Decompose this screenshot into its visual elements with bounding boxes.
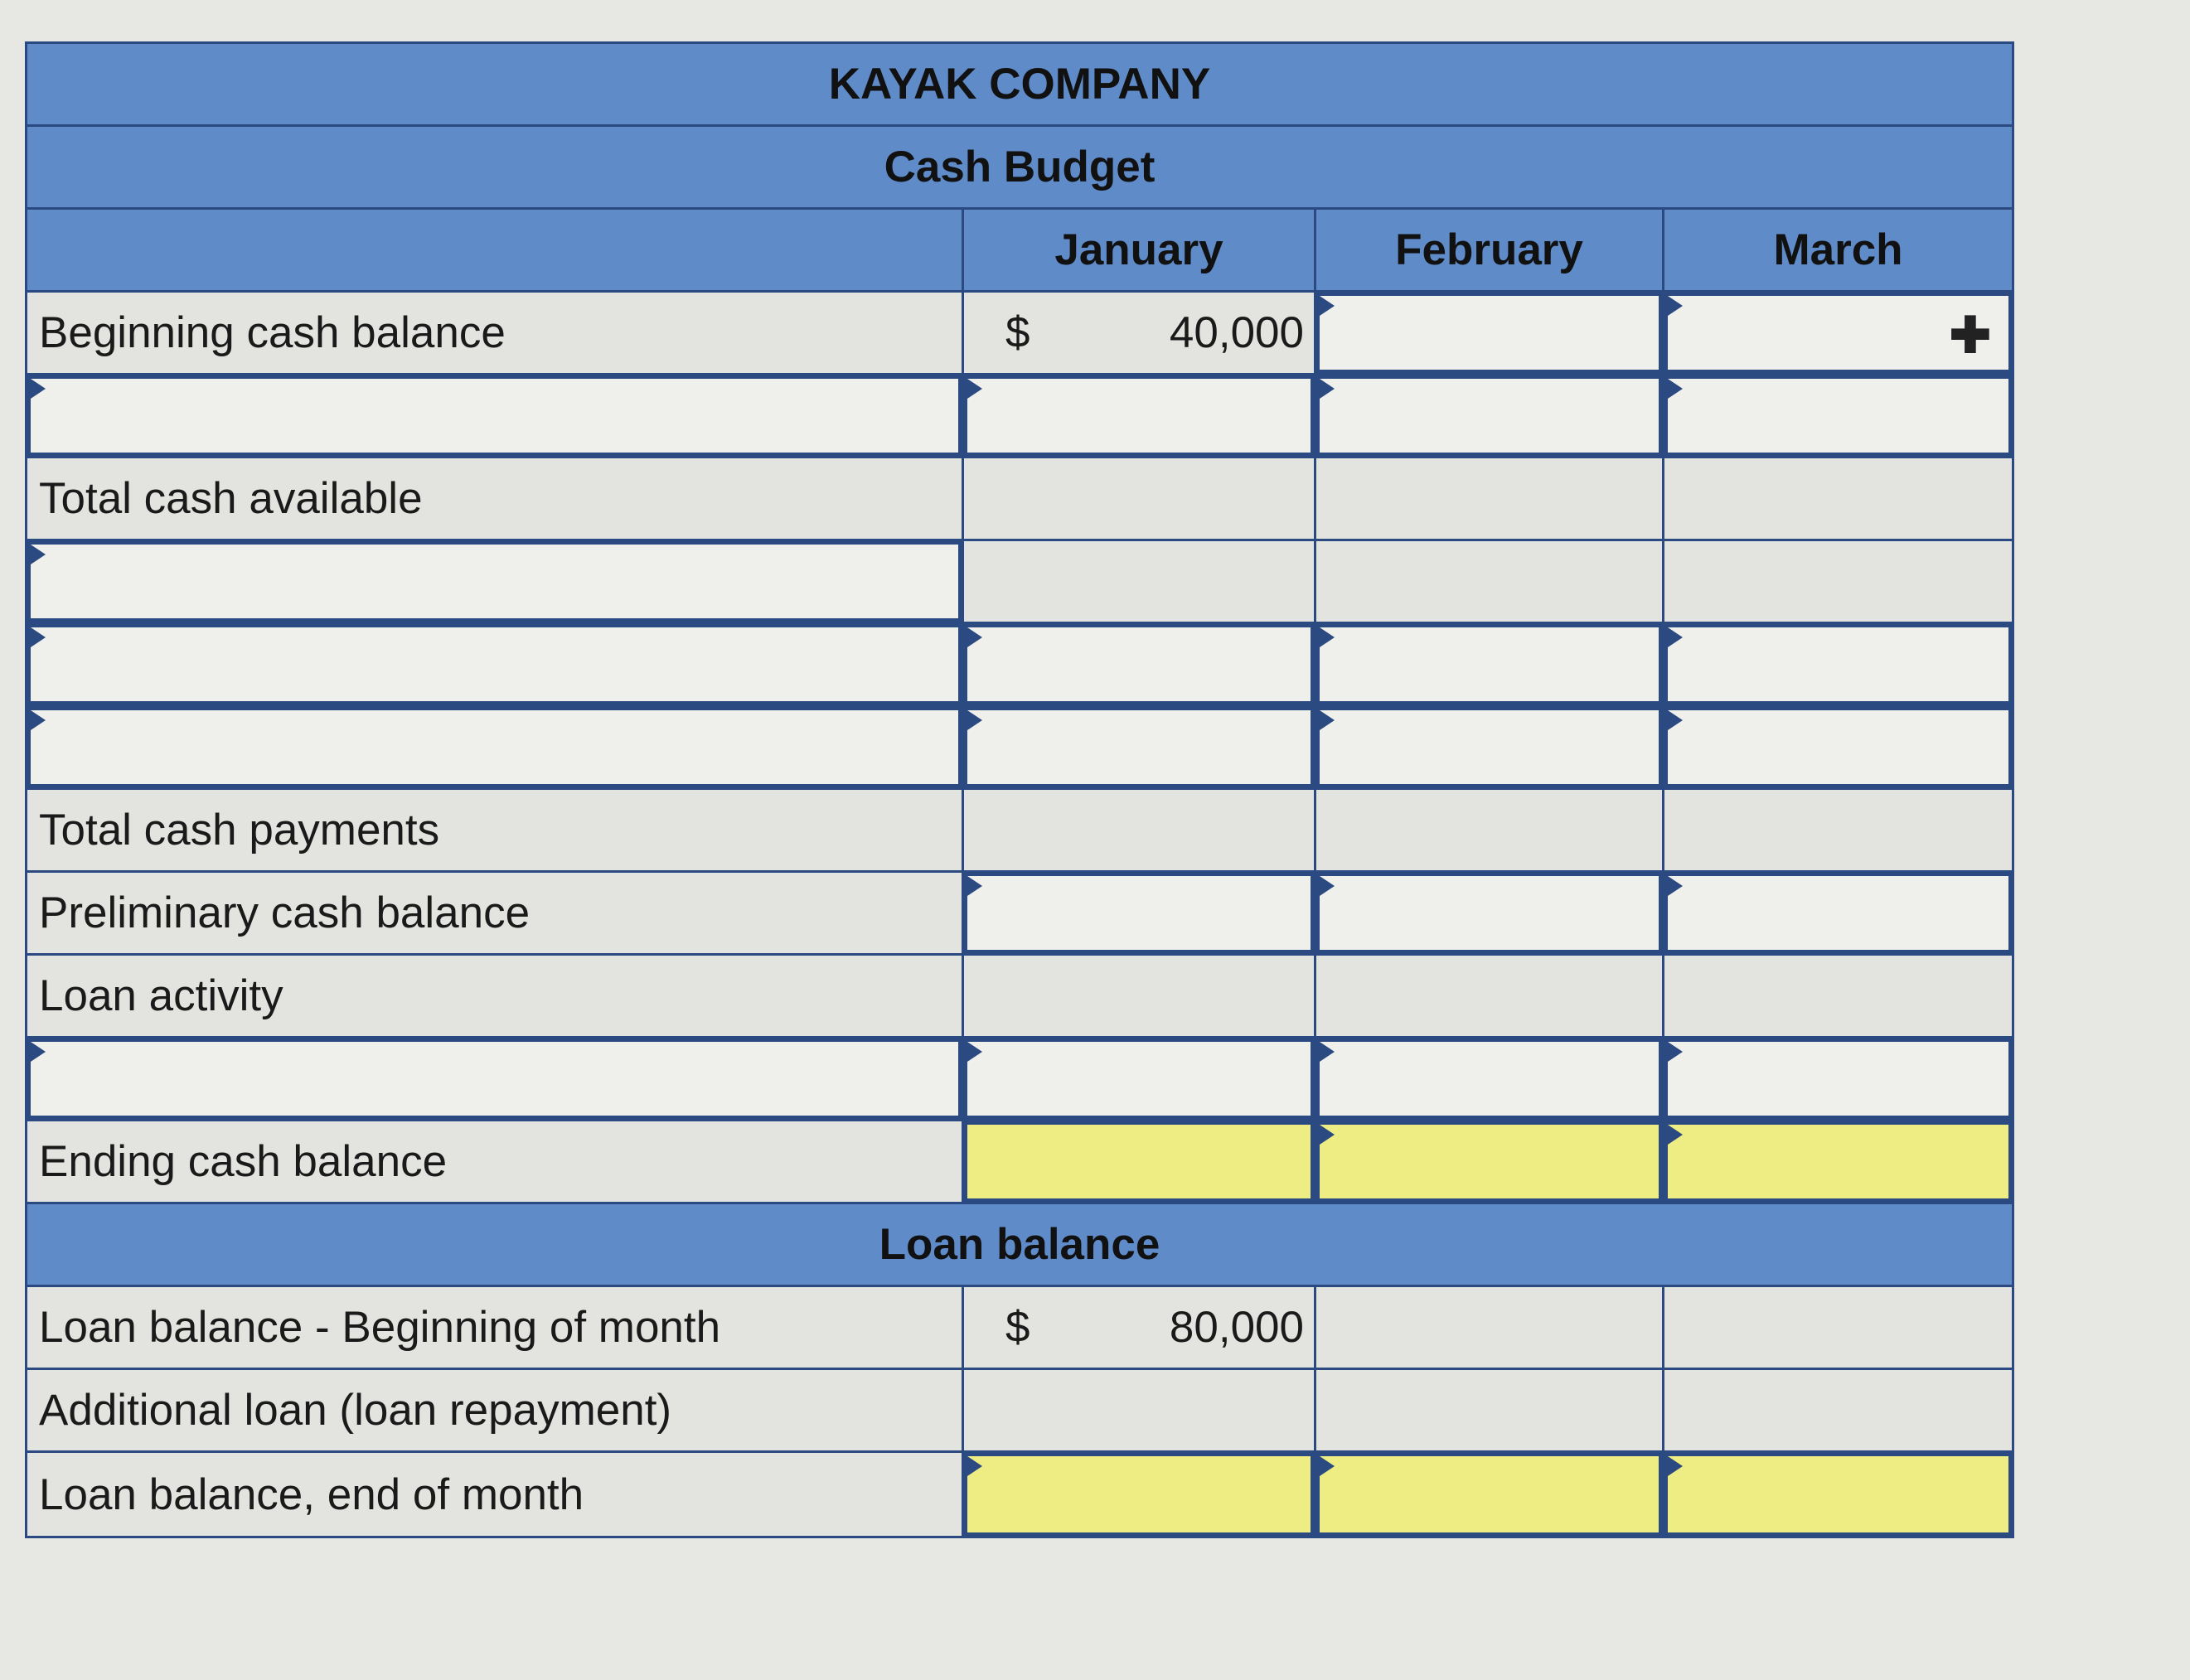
cash-budget-table bbox=[25, 41, 2014, 1538]
input-flag-icon bbox=[1320, 379, 1335, 399]
input-flag-icon bbox=[31, 1042, 46, 1062]
feb-loan-end-input[interactable] bbox=[1316, 1453, 1664, 1536]
jan-blank bbox=[964, 541, 1316, 622]
mar-loan-activity bbox=[1664, 956, 2012, 1036]
budget-title: Cash Budget bbox=[27, 127, 2012, 210]
mar-payment-2-input[interactable] bbox=[1664, 707, 2012, 787]
mar-total-cash-payments bbox=[1664, 790, 2012, 870]
row-beginning-cash bbox=[27, 293, 2012, 375]
row-loan-begin bbox=[27, 1287, 2012, 1370]
input-flag-icon bbox=[1668, 1125, 1683, 1145]
feb-loan-activity-input[interactable] bbox=[1316, 1039, 1664, 1119]
mar-loan-activity-input[interactable] bbox=[1664, 1039, 2012, 1119]
input-flag-icon bbox=[1668, 876, 1683, 896]
row-total-cash-payments bbox=[27, 790, 2012, 873]
mar-total-cash-available bbox=[1664, 458, 2012, 539]
input-flag-icon bbox=[31, 710, 46, 730]
input-flag-icon bbox=[1320, 1125, 1335, 1145]
row-ending-cash bbox=[27, 1121, 2012, 1204]
row-preliminary-cash bbox=[27, 873, 2012, 956]
currency-symbol: $ bbox=[1005, 1303, 1030, 1352]
mar-additional-loan bbox=[1664, 1370, 2012, 1450]
input-flag-icon bbox=[967, 1042, 982, 1062]
jan-loan-begin bbox=[964, 1287, 1316, 1368]
row-additional-loan bbox=[27, 1370, 2012, 1453]
input-flag-icon bbox=[1668, 379, 1683, 399]
row-loan-activity bbox=[27, 956, 2012, 1039]
payment-1-label-input[interactable] bbox=[27, 624, 964, 704]
feb-payment-1-input[interactable] bbox=[1316, 624, 1664, 704]
row-label: Loan activity bbox=[27, 956, 964, 1036]
row-label: Beginning cash balance bbox=[27, 293, 964, 373]
input-flag-icon bbox=[967, 379, 982, 399]
label-header bbox=[27, 210, 964, 290]
mar-receipts-input[interactable] bbox=[1664, 375, 2012, 456]
input-flag-icon bbox=[31, 545, 46, 564]
jan-payment-1-input[interactable] bbox=[964, 624, 1316, 704]
payments-label-input[interactable] bbox=[27, 541, 964, 622]
row-label: Ending cash balance bbox=[27, 1121, 964, 1202]
jan-receipts-input[interactable] bbox=[964, 375, 1316, 456]
input-flag-icon bbox=[967, 710, 982, 730]
row-payment-1 bbox=[27, 624, 2012, 707]
input-flag-icon bbox=[1320, 627, 1335, 647]
company-title: KAYAK COMPANY bbox=[27, 44, 2012, 127]
input-flag-icon bbox=[31, 627, 46, 647]
mar-loan-end-input[interactable] bbox=[1664, 1453, 2012, 1536]
feb-beginning-cash-input[interactable] bbox=[1316, 293, 1664, 373]
row-loan-end bbox=[27, 1453, 2012, 1536]
jan-preliminary-cash-input[interactable] bbox=[964, 873, 1316, 953]
input-flag-icon bbox=[1668, 1456, 1683, 1476]
row-total-cash-available bbox=[27, 458, 2012, 541]
input-flag-icon bbox=[967, 1456, 982, 1476]
row-label: Loan balance - Beginning of month bbox=[27, 1287, 964, 1368]
feb-receipts-input[interactable] bbox=[1316, 375, 1664, 456]
jan-beginning-cash bbox=[964, 293, 1316, 373]
jan-loan-activity-input[interactable] bbox=[964, 1039, 1316, 1119]
loan-activity-label-input[interactable] bbox=[27, 1039, 964, 1119]
amount: 40,000 bbox=[1169, 308, 1304, 357]
row-receipts bbox=[27, 375, 2012, 458]
row-label: Additional loan (loan repayment) bbox=[27, 1370, 964, 1450]
month-march: March bbox=[1773, 225, 1903, 274]
feb-ending-cash-input[interactable] bbox=[1316, 1121, 1664, 1202]
feb-additional-loan bbox=[1316, 1370, 1664, 1450]
jan-loan-end-input[interactable] bbox=[964, 1453, 1316, 1536]
feb-blank bbox=[1316, 541, 1664, 622]
row-label: Total cash payments bbox=[27, 790, 964, 870]
jan-total-cash-payments bbox=[964, 790, 1316, 870]
plus-cursor-icon: ✚ bbox=[1949, 307, 1991, 363]
input-flag-icon bbox=[1668, 1042, 1683, 1062]
row-payments-label bbox=[27, 541, 2012, 624]
input-flag-icon bbox=[967, 627, 982, 647]
feb-preliminary-cash-input[interactable] bbox=[1316, 873, 1664, 953]
input-flag-icon bbox=[1668, 296, 1683, 316]
month-header-row bbox=[27, 210, 2012, 293]
input-flag-icon bbox=[1668, 710, 1683, 730]
row-label: Loan balance, end of month bbox=[27, 1453, 964, 1536]
feb-payment-2-input[interactable] bbox=[1316, 707, 1664, 787]
amount: 80,000 bbox=[1169, 1303, 1304, 1352]
mar-loan-begin bbox=[1664, 1287, 2012, 1368]
mar-beginning-cash-input[interactable] bbox=[1664, 293, 2012, 373]
feb-total-cash-payments bbox=[1316, 790, 1664, 870]
row-payment-2 bbox=[27, 707, 2012, 790]
row-label: Total cash available bbox=[27, 458, 964, 539]
loan-balance-header: Loan balance bbox=[27, 1204, 2012, 1287]
input-flag-icon bbox=[1668, 627, 1683, 647]
feb-loan-begin bbox=[1316, 1287, 1664, 1368]
row-loan-activity-detail bbox=[27, 1039, 2012, 1121]
payment-2-label-input[interactable] bbox=[27, 707, 964, 787]
mar-preliminary-cash-input[interactable] bbox=[1664, 873, 2012, 953]
input-flag-icon bbox=[1320, 710, 1335, 730]
input-flag-icon bbox=[1320, 1456, 1335, 1476]
mar-blank bbox=[1664, 541, 2012, 622]
input-flag-icon bbox=[967, 876, 982, 896]
receipts-label-input[interactable] bbox=[27, 375, 964, 456]
row-label: Preliminary cash balance bbox=[27, 873, 964, 953]
jan-additional-loan bbox=[964, 1370, 1316, 1450]
month-february: February bbox=[1316, 210, 1664, 290]
feb-loan-activity bbox=[1316, 956, 1664, 1036]
jan-payment-2-input[interactable] bbox=[964, 707, 1316, 787]
mar-ending-cash-input[interactable] bbox=[1664, 1121, 2012, 1202]
input-flag-icon bbox=[1320, 1042, 1335, 1062]
input-flag-icon bbox=[1320, 876, 1335, 896]
feb-total-cash-available bbox=[1316, 458, 1664, 539]
input-flag-icon bbox=[1320, 296, 1335, 316]
month-january: January bbox=[964, 210, 1316, 290]
jan-loan-activity bbox=[964, 956, 1316, 1036]
jan-ending-cash-input[interactable] bbox=[964, 1121, 1316, 1202]
mar-payment-1-input[interactable] bbox=[1664, 624, 2012, 704]
jan-total-cash-available bbox=[964, 458, 1316, 539]
currency-symbol: $ bbox=[1005, 308, 1030, 357]
input-flag-icon bbox=[31, 379, 46, 399]
